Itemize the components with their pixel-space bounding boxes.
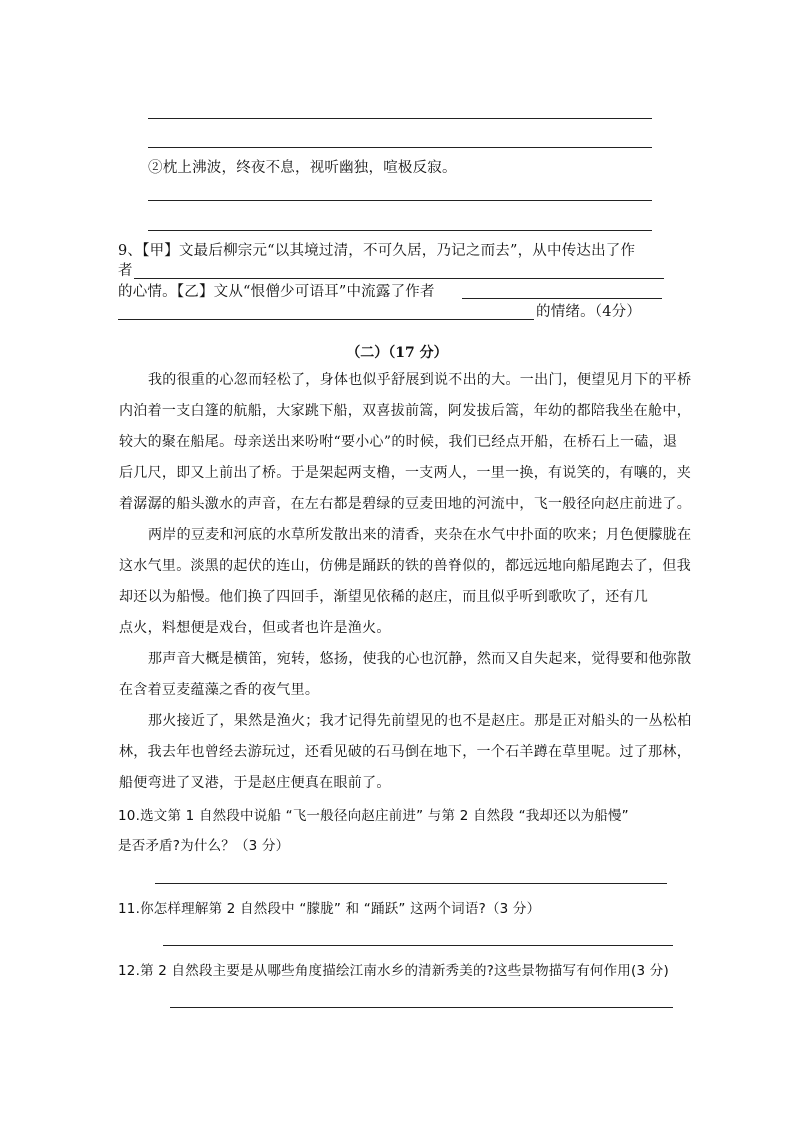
answer-line[interactable]	[148, 230, 652, 231]
question-10-line1: 10.选文第 1 自然段中说船 “飞一般径向赵庄前进” 与第 2 自然段 “我却还以为船慢”	[118, 808, 629, 824]
passage-line: 后几尺，即又上前出了桥。于是架起两支橹，一支两人，一里一换，有说笑的，有嚷的，夹	[119, 465, 691, 481]
passage-line: 却还以为船慢。他们换了四回手，渐望见依稀的赵庄，而且似乎听到歌吹了，还有几	[119, 589, 649, 605]
passage-line: 内泊着一支白篷的航船，大家跳下船，双喜拔前篙，阿发拔后篙，年幼的都陪我坐在舱中，	[119, 403, 691, 419]
question-8-item-2: ②枕上沸波，终夜不息，视听幽独，喧极反寂。	[148, 160, 457, 176]
question-9-line2-prefix: 者	[118, 263, 133, 279]
answer-line[interactable]	[148, 118, 652, 119]
answer-line[interactable]	[148, 200, 652, 201]
answer-line[interactable]	[462, 298, 662, 299]
passage-line: 那声音大概是横笛，宛转，悠扬，使我的心也沉静，然而又自失起来，觉得要和他弥散	[148, 651, 692, 667]
answer-line[interactable]	[134, 278, 664, 279]
passage-line: 较大的聚在船尾。母亲送出来吩咐“要小心”的时候，我们已经点开船，在桥石上一磕，退	[119, 434, 678, 450]
question-11: 11.你怎样理解第 2 自然段中 “朦胧” 和 “踊跃” 这两个词语?（3 分）	[118, 901, 541, 917]
question-9-line4: 的情绪。（4分）	[536, 304, 642, 320]
answer-line[interactable]	[148, 147, 652, 148]
passage-line: 船便弯进了叉港，于是赵庄便真在眼前了。	[119, 775, 391, 791]
passage-line: 林，我去年也曾经去游玩过，还看见破的石马倒在地下，一个石羊蹲在草里呢。过了那林，	[119, 744, 691, 760]
answer-line[interactable]	[163, 945, 673, 946]
passage-line: 我的很重的心忽而轻松了，身体也似乎舒展到说不出的大。一出门，便望见月下的平桥	[148, 372, 692, 388]
answer-line[interactable]	[118, 319, 534, 320]
section-heading: （二）（17 分）	[346, 345, 448, 361]
question-12: 12.第 2 自然段主要是从哪些角度描绘江南水乡的清新秀美的?这些景物描写有何作用(3 分)	[118, 963, 669, 979]
passage-line: 点火，料想便是戏台，但或者也许是渔火。	[119, 620, 391, 636]
passage-line: 这水气里。淡黑的起伏的连山，仿佛是踊跃的铁的兽脊似的，都远远地向船尾跑去了，但我	[119, 558, 691, 574]
answer-line[interactable]	[170, 1007, 673, 1008]
question-9-line3: 的心情。【乙】文从“恨僧少可语耳”中流露了作者	[118, 284, 435, 300]
passage-line: 两岸的豆麦和河底的水草所发散出来的清香，夹杂在水气中扑面的吹来；月色便朦胧在	[148, 527, 692, 543]
passage-line: 那火接近了，果然是渔火；我才记得先前望见的也不是赵庄。那是正对船头的一丛松柏	[148, 713, 692, 729]
passage-line: 在含着豆麦蕴藻之香的夜气里。	[119, 682, 320, 698]
question-9-line1: 9、【甲】文最后柳宗元“以其境过清，不可久居，乃记之而去”，从中传达出了作	[118, 243, 636, 259]
answer-line[interactable]	[155, 883, 667, 884]
passage-line: 着潺潺的船头激水的声音，在左右都是碧绿的豆麦田地的河流中，飞一般径向赵庄前进了。	[119, 496, 691, 512]
question-10-line2: 是否矛盾?为什么？（3 分）	[118, 838, 290, 854]
